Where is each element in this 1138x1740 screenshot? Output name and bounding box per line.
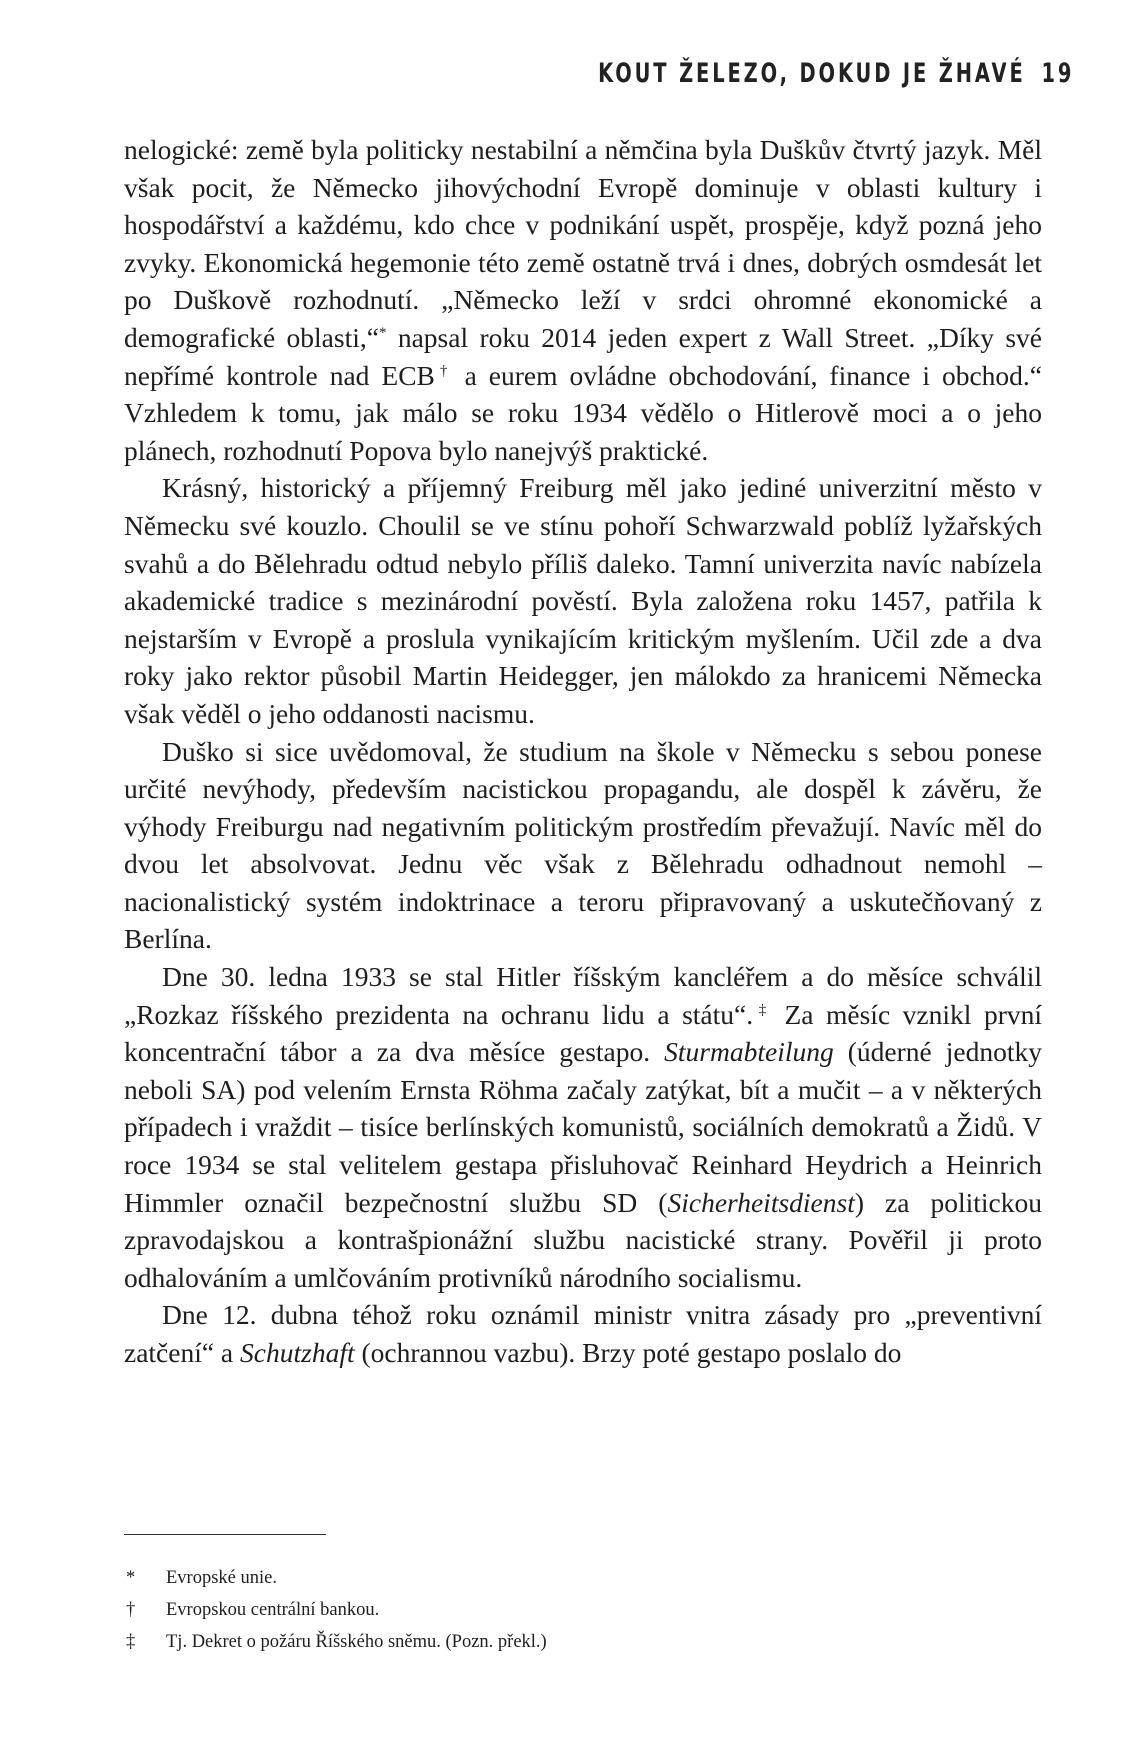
- running-title: KOUT ŽELEZO, DOKUD JE ŽHAVÉ: [597, 58, 1026, 89]
- paragraph-1-text-c: a eurem ovládne obchodování, finance i obchod.“ Vzhledem k tomu, jak málo se roku 1934 vědělo o Hitlerově moci a o jeho plánech, rozhodnutí Popova bylo nanejvýš praktické.: [124, 359, 1042, 466]
- page-number: 19: [1041, 58, 1074, 89]
- body-text: [124, 131, 1042, 1372]
- footnote-text: Evropské unie.: [166, 1568, 277, 1588]
- footnote-ref-2: †: [434, 362, 453, 379]
- paragraph-1: [124, 131, 1042, 469]
- paragraph-4-text-c: (úderné jednotky neboli SA) pod velením Ernsta Röhma začaly zatýkat, bít a mučit – a v některých případech i vraždit – tisíce berlínských komunistů, sociálních demokratů a Židů. V roce 1934 se stal velitelem gestapa přisluhovač Reinhard Heydrich a Heinrich Himmler označil bezpečnostní službu SD (: [124, 1036, 1042, 1218]
- paragraph-4-text-a: Dne 30. ledna 1933 se stal Hitler říšským kancléřem a do měsíce schválil „Rozkaz říšského prezidenta na ochranu lidu a státu“.: [124, 961, 1042, 1030]
- footnote-text: Tj. Dekret o požáru Říšského sněmu. (Pozn. překl.): [166, 1632, 547, 1652]
- paragraph-1-text-a: nelogické: země byla politicky nestabilní a němčina byla Duškův čtvrtý jazyk. Měl však pocit, že Německo jihovýchodní Evropě dominuje v oblasti kultury i hospodářství a každému, kdo chce v podnikání uspět, prospěje, když pozná jeho zvyky. Ekonomická hegemonie této země ostatně trvá i dnes, dobrých osmdesát let po Duškově rozhodnutí. „Německo leží v srdci ohromné ekonomické a demografické oblasti,“: [124, 134, 1042, 353]
- paragraph-2: Krásný, historický a příjemný Freiburg měl jako jediné univerzitní město v Německu své kouzlo. Choulil se ve stínu pohoří Schwarzwald poblíž lyžařských svahů a do Bělehradu odtud nebylo příliš daleko. Tamní univerzita navíc nabízela akademické tradice s mezinárodní pověstí. Byla založena roku 1457, patřila k nejstarším v Evropě a proslula vynikajícím kritickým myšlením. Učil zde a dva roky jako rektor působil Martin Heidegger, jen málokdo za hranicemi Německa však věděl o jeho oddanosti nacismu.: [124, 472, 1042, 729]
- footnote-ref-1: *: [378, 324, 387, 341]
- footnote-ref-3: ‡: [753, 1001, 772, 1018]
- footnote-divider: [124, 1534, 326, 1535]
- footnotes: [124, 1562, 824, 1658]
- italic-term-schutzhaft: Schutzhaft: [240, 1337, 355, 1368]
- footnote-text: Evropskou centrální bankou.: [166, 1600, 380, 1620]
- paragraph-1-text-b: napsal roku 2014 jeden expert z Wall Street. „Díky své nepřímé kontrole nad ECB: [124, 321, 1042, 391]
- paragraph-5-text-b: (ochrannou vazbu). Brzy poté gestapo poslalo do: [354, 1337, 902, 1368]
- footnote-1: [124, 1562, 824, 1594]
- paragraph-5-text-a: Dne 12. dubna téhož roku oznámil ministr vnitra zásady pro „preventivní zatčení“ a: [124, 1299, 1042, 1368]
- paragraph-3: Duško si sice uvědomoval, že studium na škole v Německu s sebou ponese určité nevýhody, především nacistickou propagandu, ale dospěl k závěru, že výhody Freiburgu nad negativním politickým prostředím převažují. Navíc měl do dvou let absolvovat. Jednu věc však z Bělehradu odhadnout nemohl – nacionalistický systém indoktrinace a teroru připravovaný a uskutečňovaný z Berlína.: [124, 735, 1042, 955]
- footnote-mark: *: [126, 1568, 136, 1588]
- footnote-mark: †: [126, 1600, 136, 1620]
- paragraph-4: [124, 958, 1042, 1296]
- running-head: [598, 58, 1074, 89]
- italic-term-sicherheitsdienst: Sicherheitsdienst: [667, 1186, 855, 1218]
- footnote-mark: ‡: [126, 1632, 136, 1652]
- paragraph-5: [124, 1296, 1042, 1371]
- italic-term-sturmabteilung: Sturmabteilung: [664, 1036, 834, 1068]
- footnote-3: [124, 1626, 824, 1658]
- paragraph-4-text-d: ) za politickou zpravodajskou a kontrašpionážní službu nacistické strany. Pověřil ji proto odhalováním a umlčováním protivníků národního socialismu.: [124, 1186, 1042, 1293]
- footnote-2: [124, 1594, 824, 1626]
- paragraph-4-text-b: Za měsíc vznikl první koncentrační tábor a za dva měsíce gestapo.: [124, 998, 1043, 1068]
